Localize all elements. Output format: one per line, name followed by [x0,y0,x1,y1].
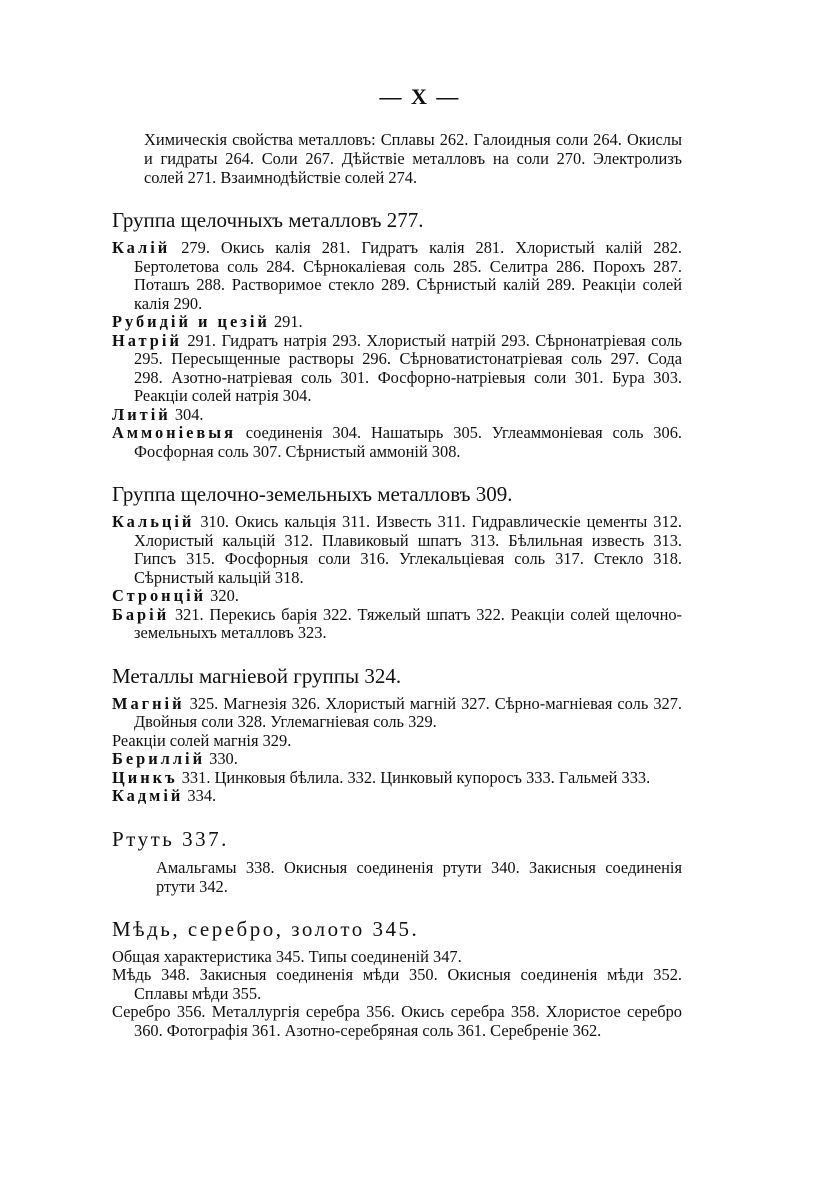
toc-entry [112,966,682,1003]
toc-entry [112,424,682,461]
entry-term: Кадмій [112,786,184,805]
entry-term: Магній [112,693,185,713]
entry-text: 310. Окись кальція 311. Известь 311. Гидравлическіе цементы 312. Хлористый кальцій 312. Плавиковый шпатъ 313. Бѣлильная известь 313. Гипсъ 315. Фосфорныя соли 316. Углекальціевая соль 317. Стекло 318. Сѣрнистый кальцій 318. [134,512,682,587]
entry-text: 320. [206,586,239,605]
page-folio: — X — [379,84,461,109]
toc-entry [112,769,682,788]
section-mercury [112,826,682,896]
entry-term: Бериллій [112,749,206,768]
table-of-contents [112,130,682,1040]
toc-entry [112,732,682,751]
section-alkaline-earth-metals [112,481,682,643]
section-title: Металлы магніевой группы 324. [112,663,402,688]
toc-entry [112,695,682,732]
entry-text: Общая характеристика 345. Типы соединеній 347. [112,946,462,966]
toc-entry [112,313,682,332]
toc-entry [112,787,682,806]
entry-term: Рубидій и цезій [112,312,270,331]
section-title: Группа щелочныхъ металловъ 277. [112,208,424,232]
toc-entry [112,948,682,967]
toc-entry [112,239,682,313]
toc-entry [112,1003,682,1040]
entry-text: 331. Цинковыя бѣлила. 332. Цинковый купоросъ 333. Гальмей 333. [177,767,651,787]
toc-entry [112,587,682,606]
entry-text: Реакціи солей магнія 329. [112,730,292,750]
intro-paragraph: Химическія свойства металловъ: Сплавы 262. Галоидныя соли 264. Окислы и гидраты 264. Соли 267. Дѣйствіе металловъ на соли 270. Электролизъ солей 271. Взаимнодѣйствіе солей 274. [144,130,682,187]
entry-text: 334. [183,786,217,805]
section-copper-silver-gold [112,916,682,1041]
toc-entry [112,606,682,643]
entry-text: 304. [170,404,204,424]
entry-term: Кальцій [112,512,195,531]
section-magnesium-group [112,663,682,806]
entry-text: Серебро 356. Металлургія серебра 356. Окись серебра 358. Хлористое серебро 360. Фотографія 361. Азотно-серебряная соль 361. Серебреніе 362. [112,1002,682,1040]
entry-text: 330. [205,749,238,768]
entry-text: 325. Магнезія 326. Хлористый магній 327. Сѣрно-магніевая соль 327. Двойныя соли 328. Углемагніевая соль 329. [134,693,682,731]
entry-text: 279. Окись калія 281. Гидратъ калія 281. Хлористый калій 282. Бертолетова соль 284. Сѣрнокаліевая соль 285. Селитра 286. Порохъ 287. Поташъ 288. Растворимое стекло 289. Сѣрнистый калій 289. Реакціи солей калія 290. [134,238,682,313]
entry-term: Аммоніевыя [112,423,236,442]
entry-term: Натрій [112,330,182,350]
section-title: Ртуть 337. [112,826,229,851]
entry-text: 291. [269,312,303,331]
section-title: Группа щелочно-земельныхъ металловъ 309. [112,482,513,506]
toc-entry [112,406,682,425]
section-paragraph: Амальгамы 338. Окисныя соединенія ртути 340. Закисныя соединенія ртути 342. [156,857,682,896]
entry-text: Мѣдь 348. Закисныя соединенія мѣди 350. Окисныя соединенія мѣди 352. Сплавы мѣди 355. [112,965,682,1003]
entry-term: Литій [112,404,171,424]
toc-entry [112,332,682,406]
entry-term: Цинкъ [112,767,178,787]
section-title: Мѣдь, серебро, золото 345. [112,916,420,941]
entry-term: Калій [112,238,171,257]
entry-text: соединенія 304. Нашатырь 305. Углеаммоніевая соль 306. Фосфорная соль 307. Сѣрнистый аммоній 308. [134,423,682,461]
section-alkali-metals [112,207,682,461]
entry-text: 291. Гидратъ натрія 293. Хлористый натрій 293. Сѣрнонатріевая соль 295. Пересыщенные растворы 296. Сѣрноватистонатріевая соль 297. Сода 298. Азотно-натріевая соль 301. Фосфорно-натріевыя соли 301. Бура 303. Реакціи солей натрія 304. [134,330,682,405]
entry-text: 321. Перекись барія 322. Тяжелый шпатъ 322. Реакціи солей щелочно-земельныхъ металловъ 323. [134,604,682,642]
entry-term: Барій [112,604,170,624]
toc-entry [112,513,682,587]
entry-term: Стронцій [112,586,207,605]
toc-entry [112,750,682,769]
